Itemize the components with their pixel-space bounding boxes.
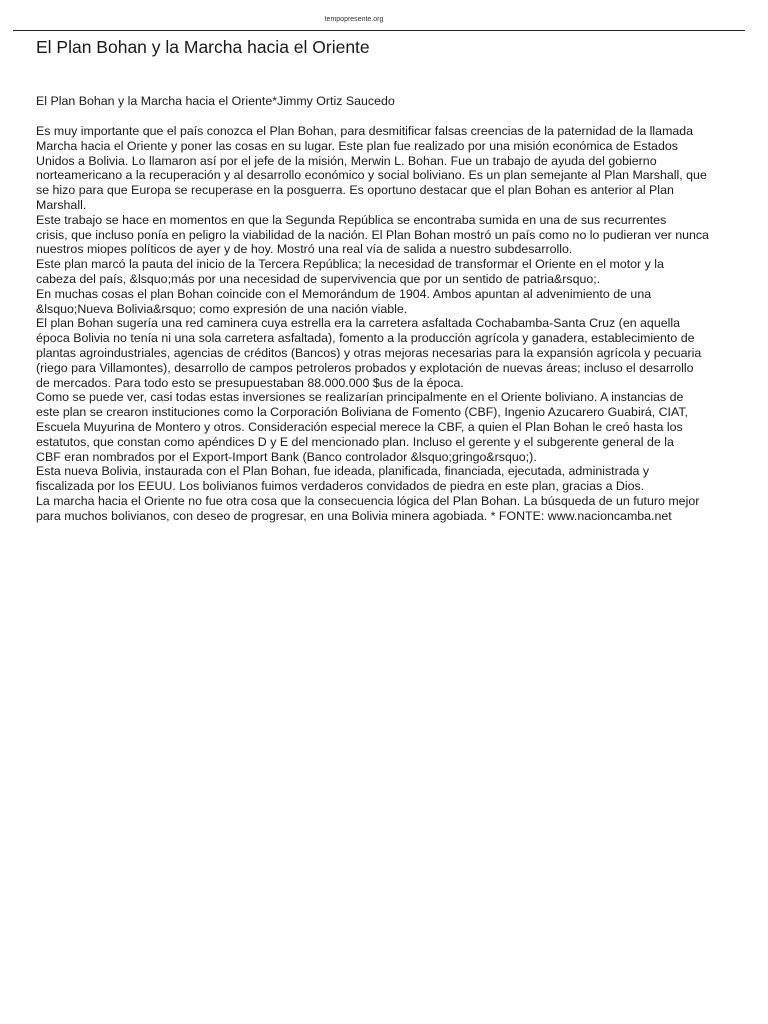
- body-line: CBF eran nombrados por el Export-Import Bank (Banco controlador &lsquo;gringo&rsquo;).: [36, 449, 537, 464]
- body-line: La marcha hacia el Oriente no fue otra cosa que la consecuencia lógica del Plan Bohan. La búsqueda de un futuro mejor: [36, 493, 700, 508]
- body-line: (riego para Villamontes), desarrollo de campos petroleros probados y explotación de nuevas áreas; incluso el desarrollo: [36, 360, 694, 375]
- body-line: estatutos, que constan como apéndices D y E del mencionado plan. Incluso el gerente y el subgerente general de la: [36, 434, 674, 449]
- body-line: nuestros miopes políticos de ayer y de hoy. Mostró una real vía de salida a nuestro subdesarrollo.: [36, 242, 573, 257]
- body-line: El plan Bohan sugería una red caminera cuya estrella era la carretera asfaltada Cochabamba-Santa Cruz (en aquella: [36, 316, 680, 331]
- body-line: Escuela Muyurina de Montero y otros. Consideración especial merece la CBF, a quien el Plan Bohan le creó hasta los: [36, 419, 683, 434]
- body-line: Marshall.: [36, 197, 87, 212]
- body-line: &lsquo;Nueva Bolivia&rsquo; como expresión de una nación viable.: [36, 301, 408, 316]
- body-line: Este trabajo se hace en momentos en que la Segunda República se encontraba sumida en una de sus recurrentes: [36, 212, 667, 227]
- site-header: tempopresente.org: [324, 16, 384, 23]
- body-line: En muchas cosas el plan Bohan coincide con el Memorándum de 1904. Ambos apuntan al advenimiento de una: [36, 286, 652, 301]
- article-body: [36, 124, 740, 524]
- article-byline: El Plan Bohan y la Marcha hacia el Oriente*Jimmy Ortiz Saucedo: [36, 94, 395, 108]
- body-line: crisis, que incluso ponía en peligro la viabilidad de la nación. El Plan Bohan mostró un país como no lo pudieran ver nunca: [36, 227, 709, 242]
- body-line: Marcha hacia el Oriente y poner las cosas en su lugar. Este plan fue realizado por una misión económica de Estados: [36, 138, 678, 153]
- body-line: plantas agroindustriales, agencias de créditos (Bancos) y otras mejoras necesarias para la expansión agrícola y pecuaria: [36, 345, 702, 360]
- body-line: fiscalizada por los EEUU. Los bolivianos fuimos verdaderos convidados de piedra en este plan, gracias a Dios.: [36, 479, 645, 494]
- body-line: cabeza del país, &lsquo;más por una necesidad de supervivencia que por un sentido de patria&rsquo;.: [36, 271, 601, 286]
- body-line: para muchos bolivianos, con deseo de progresar, en una Bolivia minera agobiada. * FONTE: www.nacioncamba.net: [36, 508, 672, 523]
- body-line: Unidos a Bolivia. Lo llamaron así por el jefe de la misión, Merwin L. Bohan. Fue un trabajo de ayuda del gobierno: [36, 153, 657, 168]
- body-line: Como se puede ver, casi todas estas inversiones se realizarían principalmente en el Oriente boliviano. A instancias de: [36, 390, 684, 405]
- body-line: de mercados. Para todo esto se presupuestaban 88.000.000 $us de la época.: [36, 375, 464, 390]
- body-line: Este plan marcó la pauta del inicio de la Tercera República; la necesidad de transformar el Oriente en el motor y la: [36, 257, 664, 272]
- document-title: El Plan Bohan y la Marcha hacia el Oriente: [36, 37, 370, 57]
- body-line: se hizo para que Europa se recuperase en la posguerra. Es oportuno destacar que el plan Bohan es anterior al Plan: [36, 183, 674, 198]
- header-divider: [13, 30, 745, 31]
- body-line: este plan se crearon instituciones como la Corporación Boliviana de Fomento (CBF), Ingenio Azucarero Guabirá, CIAT,: [36, 405, 688, 420]
- body-line: Esta nueva Bolivia, instaurada con el Plan Bohan, fue ideada, planificada, financiada, ejecutada, administrada y: [36, 464, 650, 479]
- body-line: época Bolivia no tenía ni una sola carretera asfaltada), fomento a la producción agrícola y ganadera, establecimiento de: [36, 331, 695, 346]
- body-line: norteamericano a la recuperación y al desarrollo económico y social boliviano. Es un plan semejante al Plan Marshall, que: [36, 168, 707, 183]
- body-line: Es muy importante que el país conozca el Plan Bohan, para desmitificar falsas creencias de la paternidad de la llamada: [36, 124, 694, 138]
